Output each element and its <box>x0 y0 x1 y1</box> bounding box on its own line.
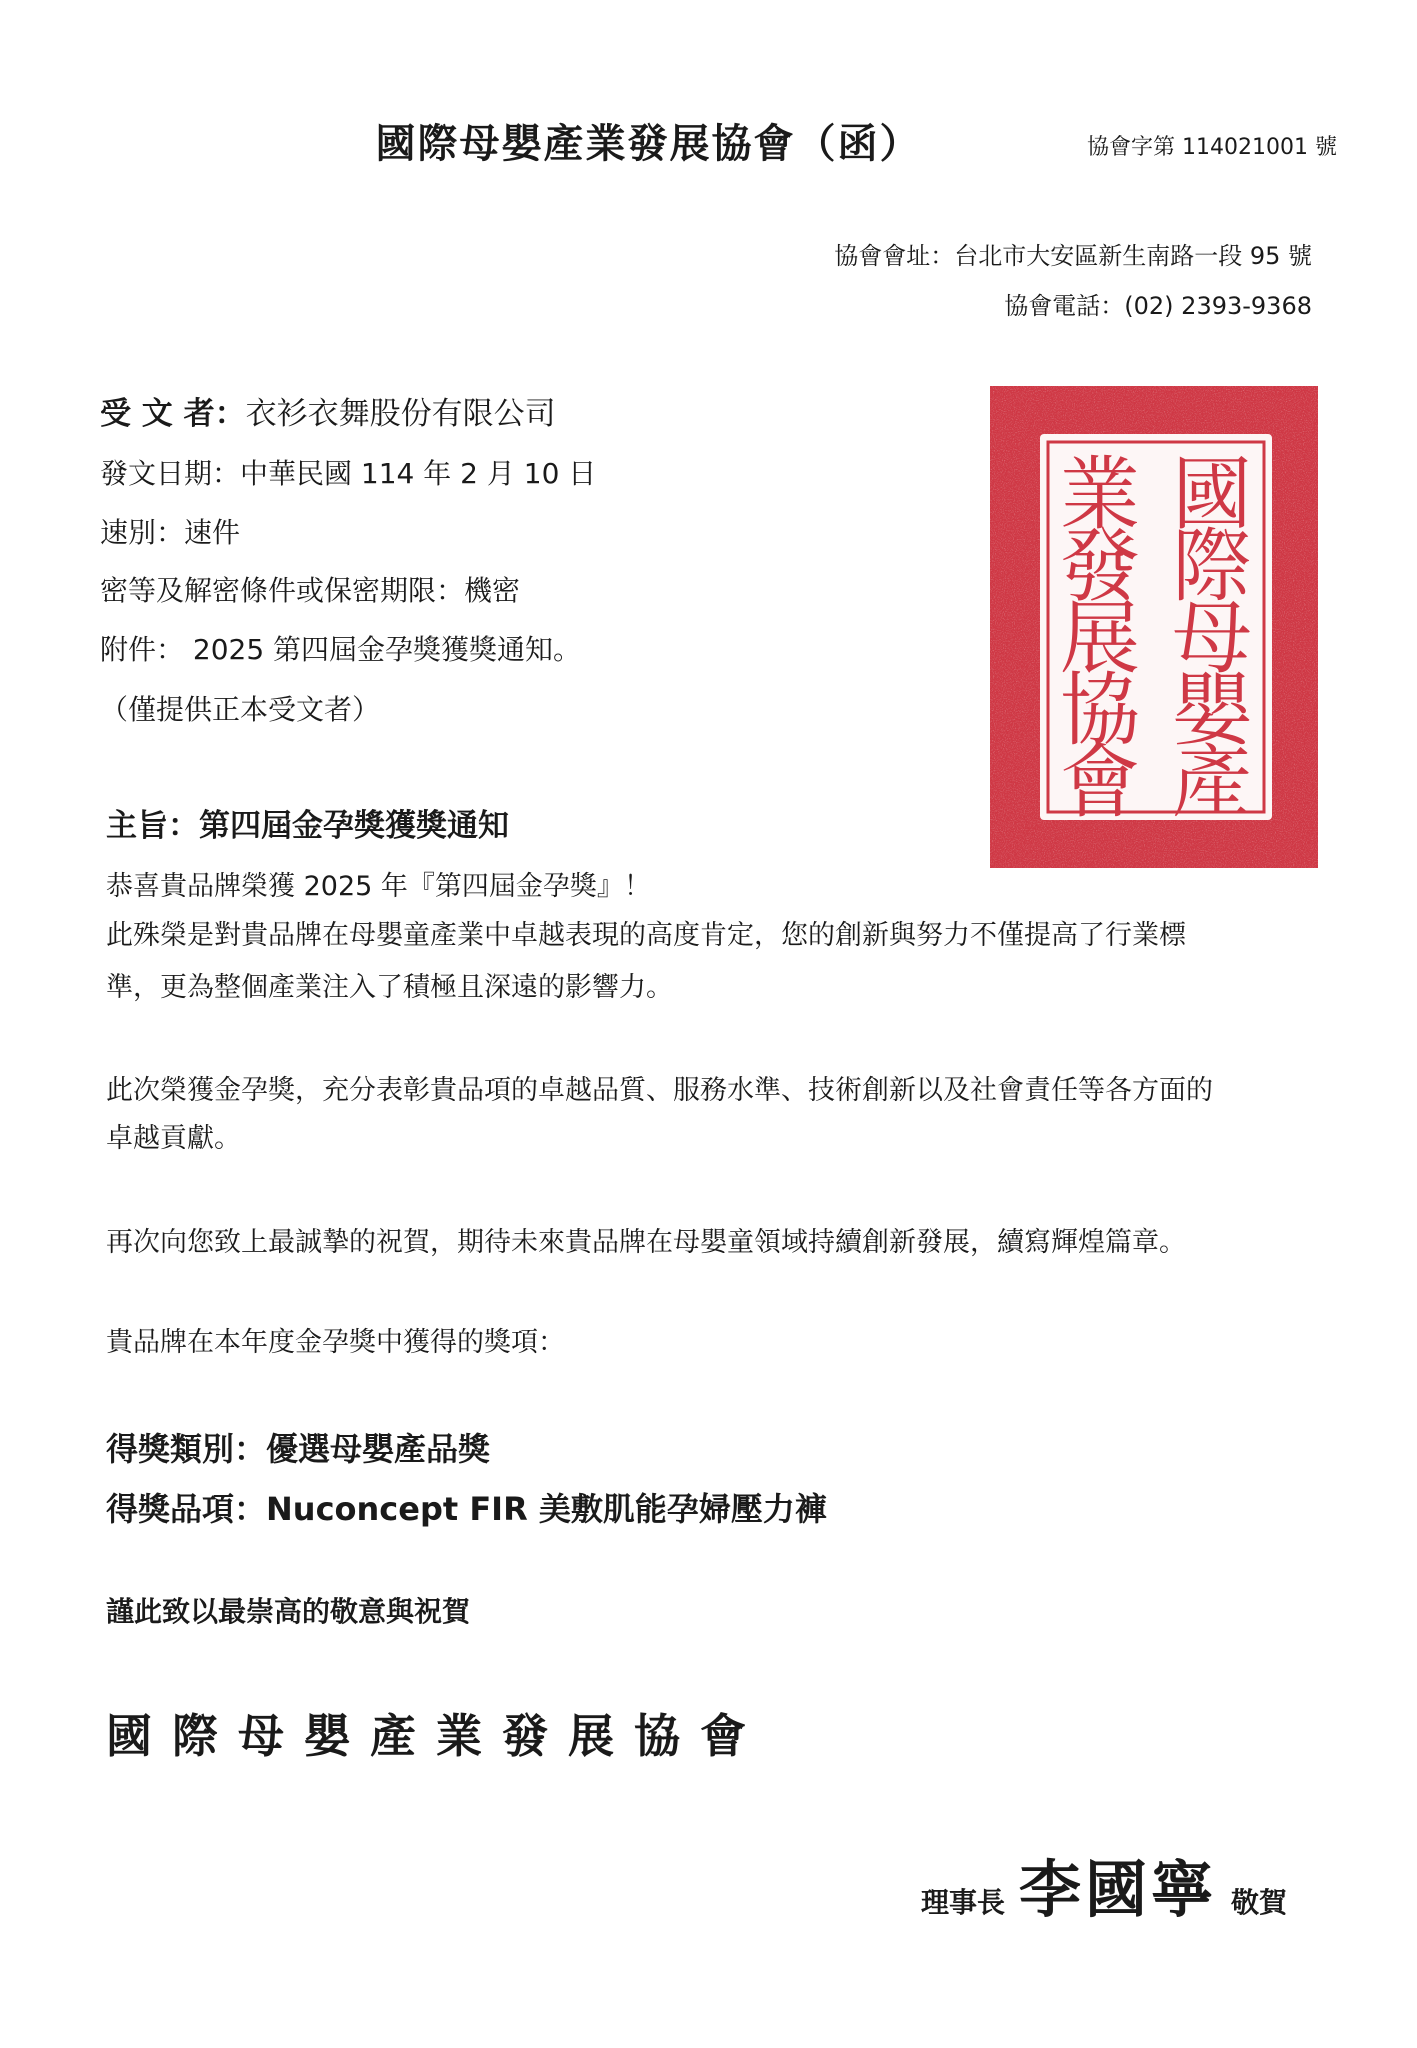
wishes-paragraph: 再次向您致上最誠摯的祝賀，期待未來貴品牌在母嬰童領域持續創新發展，續寫輝煌篇章。 <box>106 1227 1186 1258</box>
congratulation-paragraph: 恭喜貴品牌榮獲 2025 年『第四屆金孕獎』！ <box>106 871 651 902</box>
contribution-paragraph-line-1: 此次榮獲金孕獎，充分表彰貴品項的卓越品質、服務水準、技術創新以及社會責任等各方面的 <box>106 1075 1213 1106</box>
seal-character: 產 <box>1172 736 1252 829</box>
seal-character: 國 <box>1172 448 1252 541</box>
award-intro: 貴品牌在本年度金孕獎中獲得的獎項： <box>106 1327 565 1358</box>
seal-character: 業 <box>1060 448 1140 541</box>
association-signature-name: 國際母嬰產業發展協會 <box>106 1709 766 1763</box>
recipient-value: 衣衫衣舞股份有限公司 <box>245 396 556 432</box>
association-seal-icon <box>990 386 1318 868</box>
secrecy-level: 密等及解密條件或保密期限：機密 <box>100 574 521 607</box>
association-phone: 協會電話：(02) 2393-9368 <box>1004 292 1312 320</box>
attachment-line: 附件： 2025 第四屆金孕獎獲獎通知。 <box>100 633 582 666</box>
document-number: 協會字第 114021001 號 <box>1087 135 1337 160</box>
award-item: 得獎品項：Nuconcept FIR 美敷肌能孕婦壓力褲 <box>106 1490 827 1528</box>
recipient-note: （僅提供正本受文者） <box>100 693 381 726</box>
seal-character: 展 <box>1060 592 1140 685</box>
closing-remark: 謹此致以最崇高的敬意與祝賀 <box>106 1595 471 1628</box>
award-category: 得獎類別：優選母嬰產品獎 <box>106 1430 491 1468</box>
recipient-line <box>100 388 556 433</box>
recognition-paragraph-line-2: 準，更為整個產業注入了積極且深遠的影響力。 <box>106 972 673 1003</box>
contribution-paragraph-line-2: 卓越貢獻。 <box>106 1123 241 1154</box>
seal-character: 協 <box>1060 664 1140 757</box>
seal-character: 母 <box>1172 592 1252 685</box>
chairman-title: 理事長 <box>920 1886 1005 1919</box>
chairman-signature <box>921 1840 1287 1929</box>
subject-line: 主旨：第四屆金孕獎獲獎通知 <box>106 808 509 844</box>
chairman-regards: 敬賀 <box>1230 1886 1287 1919</box>
recognition-paragraph-line-1: 此殊榮是對貴品牌在母嬰童產業中卓越表現的高度肯定，您的創新與努力不僅提高了行業標 <box>106 920 1186 951</box>
association-address: 協會會址：台北市大安區新生南路一段 95 號 <box>834 242 1312 270</box>
seal-character: 會 <box>1060 736 1140 829</box>
seal-character: 際 <box>1172 520 1252 613</box>
recipient-label: 受 文 者： <box>100 396 246 432</box>
chairman-name: 李國寧 <box>1018 1853 1217 1926</box>
seal-character: 嬰 <box>1172 664 1252 757</box>
delivery-speed: 速別：速件 <box>100 516 241 549</box>
seal-character: 發 <box>1060 520 1140 613</box>
issue-date: 發文日期：中華民國 114 年 2 月 10 日 <box>100 457 597 490</box>
page-title: 國際母嬰產業發展協會（函） <box>375 121 922 167</box>
